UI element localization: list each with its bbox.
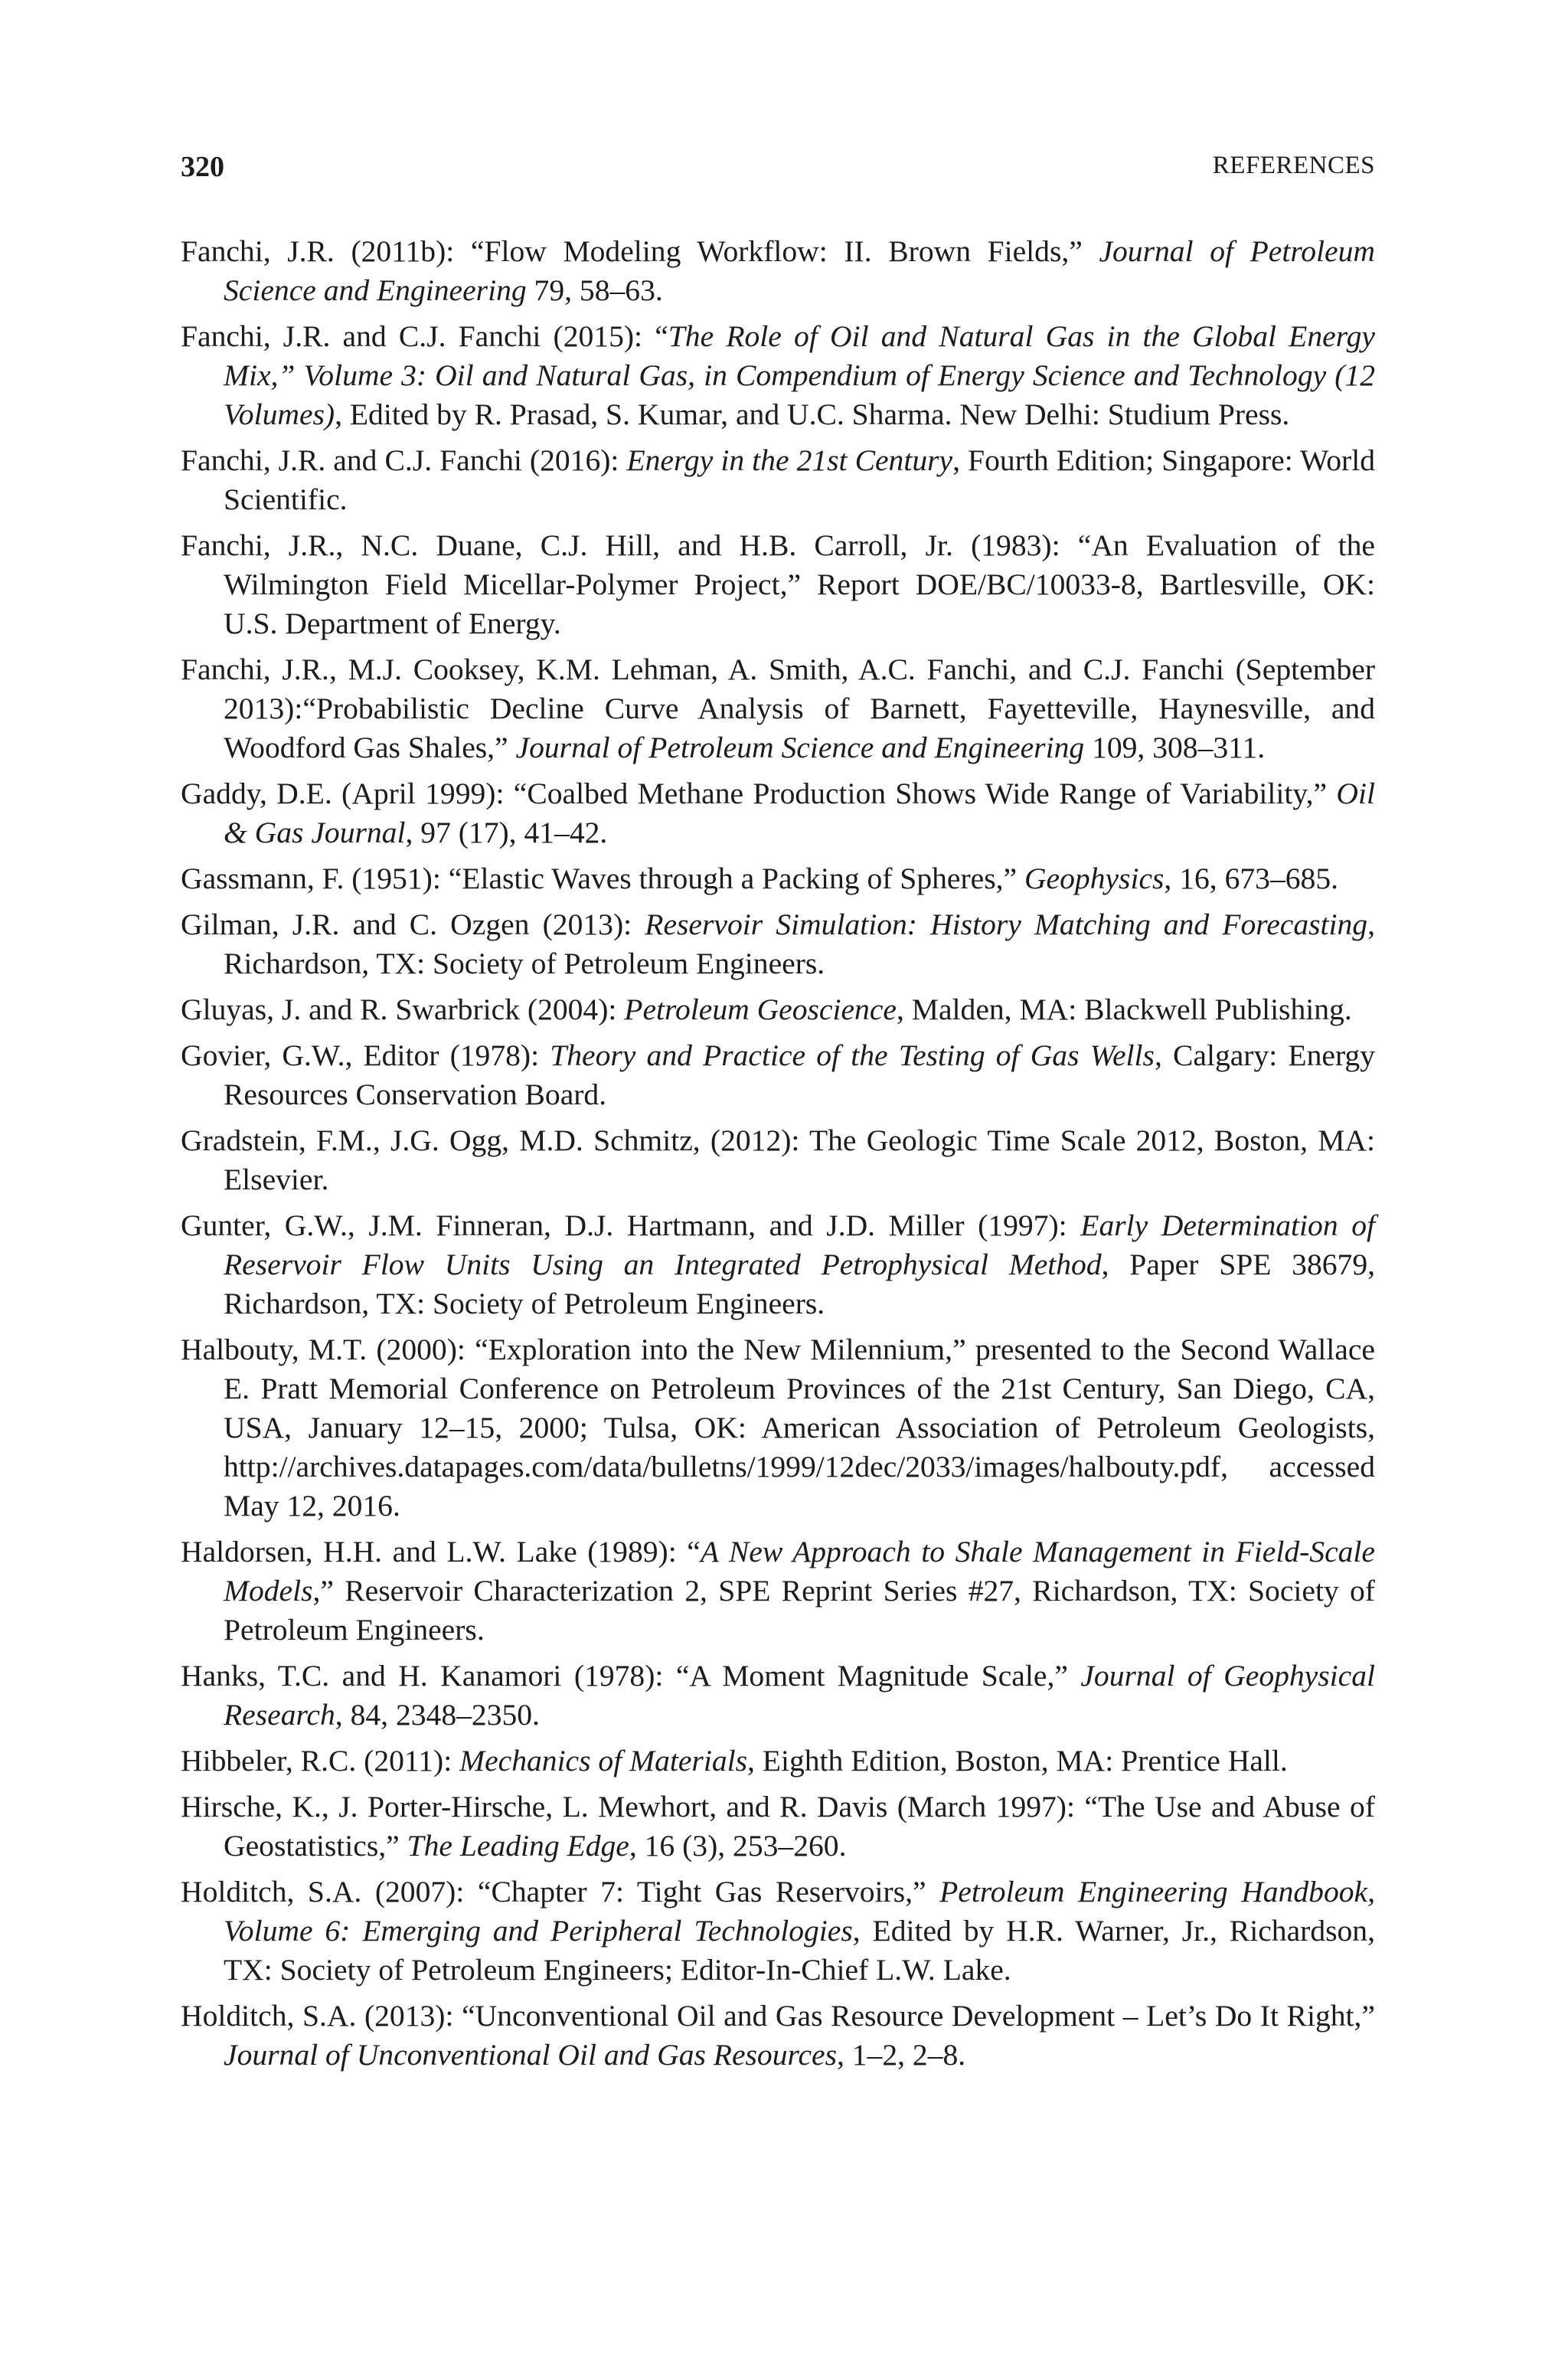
reference-title-italic: Journal of Geophysical Research: [224, 1659, 1375, 1732]
reference-text: Hirsche, K., J. Porter-Hirsche, L. Mewhort, and R. Davis (March 1997): “The Use and Abuse of Geostatistics,”: [181, 1790, 1375, 1863]
reference-text: 79, 58–63.: [526, 273, 663, 307]
reference-entry: [181, 1997, 1375, 2075]
reference-text: Fanchi, J.R. (2011b): “Flow Modeling Workflow: II. Brown Fields,”: [181, 234, 1099, 268]
reference-list: [181, 232, 1375, 2075]
reference-entry: [181, 1036, 1375, 1114]
reference-entry: [181, 317, 1375, 434]
reference-title-italic: The Role of Oil and Natural Gas in the Global Energy Mix,” Volume 3: Oil and Natural Gas, in Compendium of Energy Science and Technology (12 Volumes): [224, 319, 1375, 431]
reference-text: Gaddy, D.E. (April 1999): “Coalbed Methane Production Shows Wide Range of Variability,”: [181, 777, 1337, 810]
reference-text: Fanchi, J.R., N.C. Duane, C.J. Hill, and H.B. Carroll, Jr. (1983): “An Evaluation of the Wilmington Field Micellar-Polymer Project,” Report DOE/BC/10033-8, Bartlesville, OK: U.S. Department of Energy.: [181, 528, 1375, 640]
reference-text: 109, 308–311.: [1084, 731, 1266, 764]
reference-entry: [181, 526, 1375, 643]
reference-title-italic: Oil & Gas Journal: [224, 777, 1375, 849]
reference-text: , Edited by H.R. Warner, Jr., Richardson, TX: Society of Petroleum Engineers; Editor-In-Chief L.W. Lake.: [224, 1914, 1375, 1987]
reference-text: , Edited by R. Prasad, S. Kumar, and U.C. Sharma. New Delhi: Studium Press.: [335, 397, 1290, 431]
reference-text: Govier, G.W., Editor (1978):: [181, 1038, 550, 1072]
reference-text: , 16, 673–685.: [1164, 862, 1338, 895]
reference-entry: [181, 1206, 1375, 1323]
reference-entry: [181, 1532, 1375, 1650]
reference-text: Fanchi, J.R. and C.J. Fanchi (2015): “: [181, 319, 668, 353]
reference-title-italic: Petroleum Engineering Handbook, Volume 6: Emerging and Peripheral Technologies: [224, 1875, 1375, 1948]
section-title: REFERENCES: [1212, 152, 1375, 179]
reference-title-italic: The Leading Edge: [407, 1829, 629, 1863]
reference-text: Gilman, J.R. and C. Ozgen (2013):: [181, 908, 645, 941]
reference-text: , Richardson, TX: Society of Petroleum Engineers.: [224, 908, 1375, 980]
reference-text: Hanks, T.C. and H. Kanamori (1978): “A Moment Magnitude Scale,”: [181, 1659, 1081, 1693]
reference-entry: [181, 1121, 1375, 1199]
reference-text: Gluyas, J. and R. Swarbrick (2004):: [181, 993, 625, 1026]
reference-entry: [181, 1330, 1375, 1526]
reference-entry: [181, 1872, 1375, 1990]
reference-entry: [181, 441, 1375, 519]
reference-text: , Malden, MA: Blackwell Publishing.: [896, 993, 1352, 1026]
reference-text: ,” Reservoir Characterization 2, SPE Reprint Series #27, Richardson, TX: Society of Petroleum Engineers.: [224, 1574, 1375, 1647]
reference-title-italic: Petroleum Geoscience: [624, 993, 897, 1026]
reference-title-italic: Journal of Petroleum Science and Engineering: [515, 731, 1085, 764]
reference-text: , Calgary: Energy Resources Conservation Board.: [224, 1038, 1375, 1111]
reference-title-italic: A New Approach to Shale Management in Field-Scale Models: [224, 1535, 1375, 1608]
reference-text: Fanchi, J.R. and C.J. Fanchi (2016):: [181, 443, 627, 477]
reference-entry: [181, 1787, 1375, 1866]
reference-title-italic: Energy in the 21st Century: [626, 443, 953, 477]
reference-entry: [181, 990, 1375, 1029]
reference-title-italic: Theory and Practice of the Testing of Gas Wells: [550, 1038, 1155, 1072]
reference-text: , Eighth Edition, Boston, MA: Prentice Hall.: [747, 1744, 1288, 1778]
reference-title-italic: Early Determination of Reservoir Flow Units Using an Integrated Petrophysical Method: [224, 1209, 1375, 1281]
reference-text: , 84, 2348–2350.: [335, 1698, 540, 1732]
reference-text: Holditch, S.A. (2013): “Unconventional Oil and Gas Resource Development – Let’s Do It Right,”: [181, 1999, 1375, 2033]
reference-text: Gradstein, F.M., J.G. Ogg, M.D. Schmitz, (2012): The Geologic Time Scale 2012, Boston, MA: Elsevier.: [181, 1123, 1375, 1196]
reference-title-italic: Mechanics of Materials: [459, 1744, 748, 1778]
reference-text: Fanchi, J.R., M.J. Cooksey, K.M. Lehman, A. Smith, A.C. Fanchi, and C.J. Fanchi (September 2013):“Probabilistic Decline Curve Analysis of Barnett, Fayetteville, Haynesville, and Woodford Gas Shales,”: [181, 653, 1375, 764]
reference-text: , 97 (17), 41–42.: [405, 816, 608, 849]
page-number: 320: [181, 151, 224, 183]
reference-text: , 16 (3), 253–260.: [629, 1829, 847, 1863]
reference-entry: [181, 859, 1375, 898]
reference-text: Gunter, G.W., J.M. Finneran, D.J. Hartmann, and J.D. Miller (1997):: [181, 1209, 1081, 1242]
reference-entry: [181, 905, 1375, 983]
reference-text: Holditch, S.A. (2007): “Chapter 7: Tight Gas Reservoirs,”: [181, 1875, 940, 1908]
reference-entry: [181, 1742, 1375, 1781]
reference-text: Hibbeler, R.C. (2011):: [181, 1744, 460, 1778]
reference-entry: [181, 774, 1375, 852]
reference-entry: [181, 232, 1375, 310]
reference-title-italic: Reservoir Simulation: History Matching and Forecasting: [645, 908, 1368, 941]
reference-text: Halbouty, M.T. (2000): “Exploration into the New Milennium,” presented to the Second Wallace E. Pratt Memorial Conference on Petroleum Provinces of the 21st Century, San Diego, CA, USA, January 12–15, 2000; Tulsa, OK: American Association of Petroleum Geologists, http://archives.datapages.com/data/bulletns/1999/12dec/2033/images/halbouty.pdf, accessed May 12, 2016.: [181, 1333, 1375, 1523]
reference-text: , 1–2, 2–8.: [836, 2038, 966, 2072]
running-head: [181, 150, 1375, 196]
reference-text: Gassmann, F. (1951): “Elastic Waves through a Packing of Spheres,”: [181, 862, 1024, 895]
reference-entry: [181, 1657, 1375, 1735]
reference-text: Haldorsen, H.H. and L.W. Lake (1989): “: [181, 1535, 701, 1568]
reference-title-italic: Geophysics: [1024, 862, 1165, 895]
reference-entry: [181, 650, 1375, 767]
reference-text: , Fourth Edition; Singapore: World Scientific.: [224, 443, 1375, 516]
reference-title-italic: Journal of Unconventional Oil and Gas Resources: [224, 2038, 837, 2072]
reference-text: , Paper SPE 38679, Richardson, TX: Society of Petroleum Engineers.: [224, 1248, 1375, 1320]
reference-title-italic: Journal of Petroleum Science and Engineering: [224, 234, 1375, 307]
